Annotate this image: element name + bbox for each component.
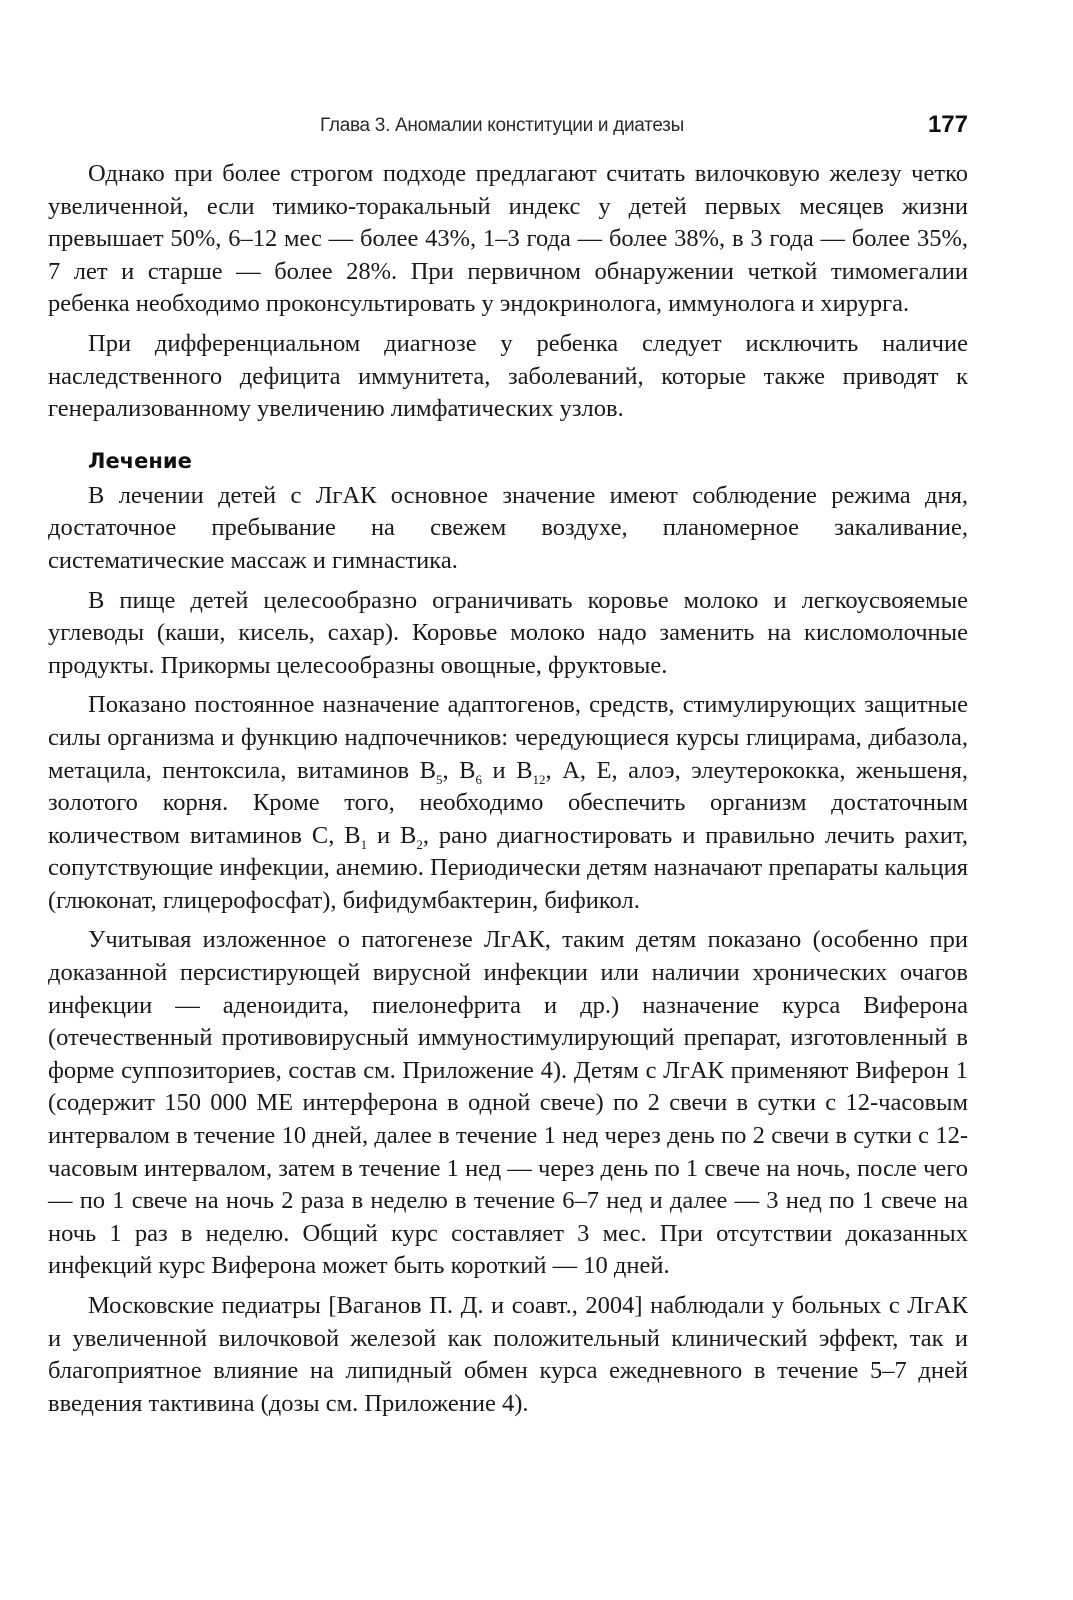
text-run: , В [442,756,476,784]
text-run: и В [482,756,533,784]
subscript: 1 [360,836,368,852]
section-heading: Лечение [88,448,192,473]
running-head [48,112,968,142]
chapter-title: Глава 3. Аномалии конституции и диатезы [320,115,684,136]
text-run: , А, Е, алоэ, элеутерококка, женьшеня, золотого корня. Кроме того, необходимо обеспечить организм достаточным количеством витаминов С, В [48,756,969,849]
subscript: 12 [532,771,546,787]
paragraph [48,689,968,917]
subscript: 6 [475,771,483,787]
text-run: и В [367,821,417,849]
paragraph: При дифференциальном диагнозе у ребенка следует исключить наличие наследственного дефицита иммунитета, заболеваний, которые также приводят к генерализованному увеличению лимфатических узлов. [48,329,968,423]
paragraph: Учитывая изложенное о патогенезе ЛгАК, таким детям показано (особенно при доказанной персистирующей вирусной инфекции или наличии хронических очагов инфекции — аденоидита, пиелонефрита и др.) назначение курса Виферона (отечественный противовирусный иммуностимулирующий препарат, изготовленный в форме суппозиториев, состав см. Приложение 4). Детям с ЛгАК применяют Виферон 1 (содержит 150 000 МЕ интерферона в одной свече) по 2 свечи в сутки с 12-часовым интервалом в течение 10 дней, далее в течение 1 нед через день по 2 свечи в сутки с 12-часовым интервалом, затем в течение 1 нед — через день по 1 свече на ночь, после чего — по 1 свече на ночь 2 раза в неделю в течение 6–7 нед и далее — 3 нед по 1 свече на ночь 1 раз в неделю. Общий курс составляет 3 мес. При отсутствии доказанных инфекций курс Виферона может быть короткий — 10 дней. [48,926,968,1280]
paragraph: Однако при более строгом подходе предлагают считать вилочковую железу четко увеличенной, если тимико-торакальный индекс у детей первых месяцев жизни превышает 50%, 6–12 мес — более 43%, 1–3 года — более 38%, в 3 года — более 35%, 7 лет и старше — более 28%. При первичном обнаружении четкой тимомегалии ребенка необходимо проконсультировать у эндокринолога, иммунолога и хирурга. [48,160,968,318]
paragraph: В пище детей целесообразно ограничивать коровье молоко и легкоусвояемые углеводы (каши, кисель, сахар). Коровье молоко надо заменить на кисломолочные продукты. Прикормы целесообразны овощные, фруктовые. [48,586,968,679]
paragraph: В лечении детей с ЛгАК основное значение имеют соблюдение режима дня, достаточное пребывание на свежем воздухе, планомерное закаливание, систематические массаж и гимнастика. [48,481,968,574]
text-run: Показано постоянное назначение адаптогенов, средств, стимулирующих защитные силы организма и функцию надпочечников: чередующиеся курсы глицирама, дибазола, метацила, пентоксила, витаминов В [48,691,968,784]
subscript: 5 [436,771,443,787]
subscript: 2 [416,836,423,852]
paragraph: Московские педиатры [Ваганов П. Д. и соавт., 2004] наблюдали у больных с ЛгАК и увеличенной вилочковой железой как положительный клинический эффект, так и благоприятное влияние на липидный обмен курса ежедневного в течение 5–7 дней введения тактивина (дозы см. Приложение 4). [48,1292,968,1417]
body-text [48,158,968,1427]
page-number: 177 [927,111,968,138]
text-run: , рано диагностировать и правильно лечить рахит, сопутствующие инфекции, анемию. Периодически детям назначают препараты кальция (глюконат, глицерофосфат), бифидумбактерин, бификол. [48,821,968,914]
